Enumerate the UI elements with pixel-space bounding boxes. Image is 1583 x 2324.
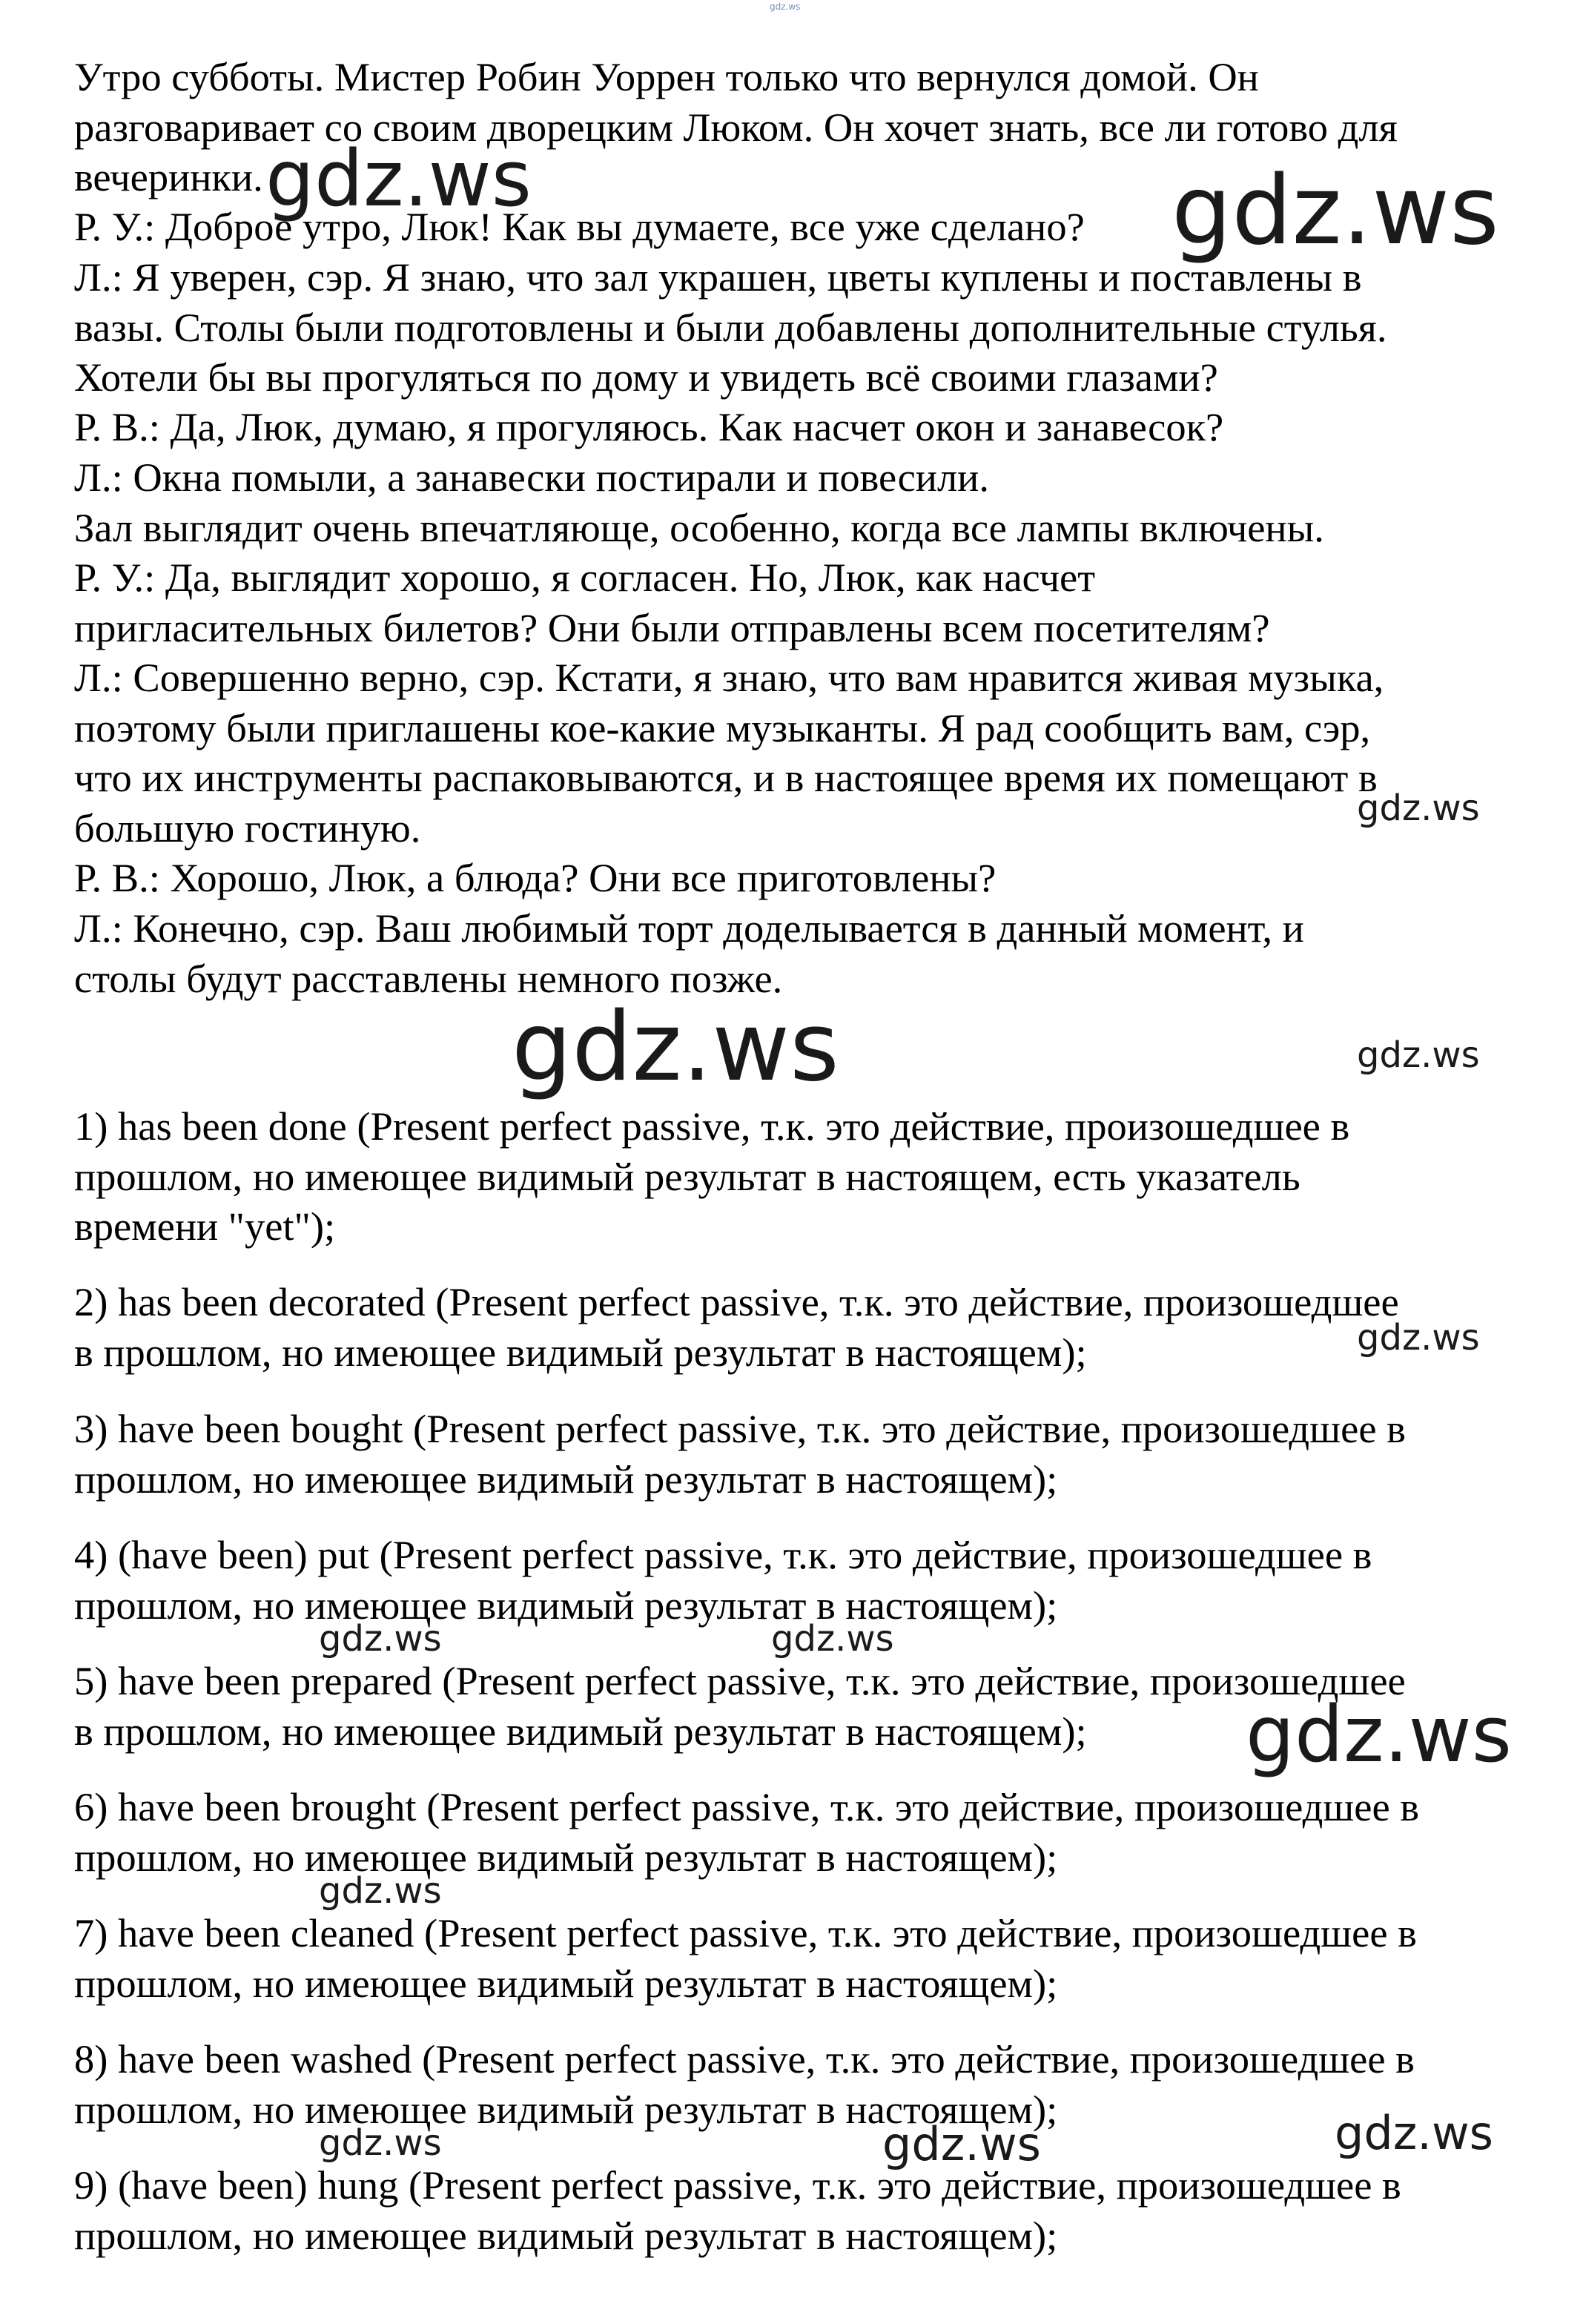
- watermark: gdz.ws: [770, 1, 801, 12]
- watermark: gdz.ws: [319, 1870, 442, 1912]
- answer-item: 4) (have been) put (Present perfect passive, т.к. это действие, произошедшее в прошлом, но имеющее видимый результат в настоящем);: [74, 1532, 1372, 1628]
- watermark: gdz.ws: [771, 1618, 894, 1660]
- watermark: gdz.ws: [319, 1618, 442, 1660]
- answer-item: 6) have been brought (Present perfect passive, т.к. это действие, произошедшее в прошлом, но имеющее видимый результат в настоящем);: [74, 1784, 1420, 1880]
- watermark: gdz.ws: [1357, 1034, 1480, 1076]
- watermark: gdz.ws: [1357, 1317, 1480, 1359]
- story-line: Л.: Конечно, сэр. Ваш любимый торт доделывается в данный момент, и столы будут расставлены немного позже.: [74, 905, 1304, 1001]
- story-line: Л.: Окна помыли, а занавески постирали и повесили. Зал выглядит очень впечатляюще, особенно, когда все лампы включены.: [74, 455, 1324, 550]
- answer-item: 8) have been washed (Present perfect passive, т.к. это действие, произошедшее в прошлом, но имеющее видимый результат в настоящем);: [74, 2036, 1415, 2132]
- watermark: gdz.ws: [1357, 788, 1480, 829]
- watermark: gdz.ws: [1335, 2106, 1493, 2160]
- answer-item: 3) have been bought (Present perfect passive, т.к. это действие, произошедшее в прошлом, но имеющее видимый результат в настоящем);: [74, 1406, 1406, 1502]
- watermark: gdz.ws: [882, 2117, 1041, 2171]
- story-line: Р. В.: Да, Люк, думаю, я прогуляюсь. Как насчет окон и занавесок?: [74, 404, 1224, 449]
- answer-item: 1) has been done (Present perfect passive, т.к. это действие, произошедшее в прошлом, но имеющее видимый результат в настоящем, есть указатель времени "yet");: [74, 1103, 1350, 1249]
- story-line: Р. В.: Хорошо, Люк, а блюда? Они все приготовлены?: [74, 855, 997, 900]
- story-line: Р. У.: Да, выглядит хорошо, я согласен. Но, Люк, как насчет пригласительных билетов? Они были отправлены всем посетителям?: [74, 555, 1270, 650]
- story-intro: Утро субботы. Мистер Робин Уоррен только что вернулся домой. Он разговаривает со своим дворецким Люком. Он хочет знать, все ли готово для вечеринки.: [74, 54, 1398, 199]
- watermark: gdz.ws: [319, 2122, 442, 2164]
- answer-item: 2) has been decorated (Present perfect passive, т.к. это действие, произошедшее в прошлом, но имеющее видимый результат в настоящем);: [74, 1279, 1399, 1375]
- watermark: gdz.ws: [265, 133, 532, 224]
- watermark: gdz.ws: [1171, 156, 1499, 266]
- story-line: Л.: Я уверен, сэр. Я знаю, что зал украшен, цветы куплены и поставлены в вазы. Столы были подготовлены и были добавлены дополнительные стулья. Хотели бы вы прогуляться по дому и увидеть всё своими глазами?: [74, 254, 1387, 400]
- answer-item: 9) (have been) hung (Present perfect passive, т.к. это действие, произошедшее в прошлом, но имеющее видимый результат в настоящем);: [74, 2162, 1401, 2258]
- watermark: gdz.ws: [512, 992, 839, 1103]
- answer-item: 5) have been prepared (Present perfect passive, т.к. это действие, произошедшее в прошлом, но имеющее видимый результат в настоящем);: [74, 1658, 1406, 1754]
- watermark: gdz.ws: [1246, 1689, 1512, 1780]
- answer-item: 7) have been cleaned (Present perfect passive, т.к. это действие, произошедшее в прошлом, но имеющее видимый результат в настоящем);: [74, 1910, 1417, 2006]
- story-line: Р. У.: Доброе утро, Люк! Как вы думаете, все уже сделано?: [74, 204, 1085, 249]
- story-line: Л.: Совершенно верно, сэр. Кстати, я знаю, что вам нравится живая музыка, поэтому были приглашены кое-какие музыканты. Я рад сообщить вам, сэр, что их инструменты распаковываются, и в настоящее время их помещают в большую гостиную.: [74, 655, 1384, 851]
